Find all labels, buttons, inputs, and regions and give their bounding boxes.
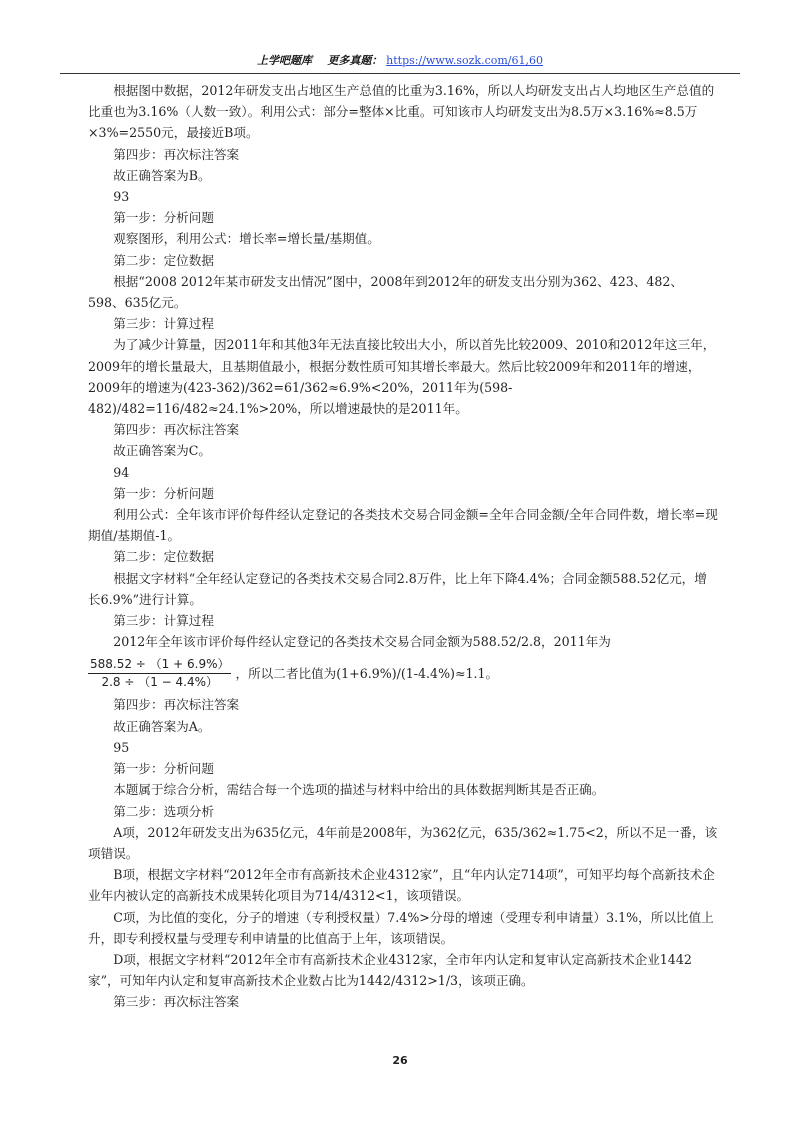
- header-more-label: 更多真题：: [327, 54, 383, 67]
- paragraph: 故正确答案为B。: [113, 167, 211, 183]
- paragraph: 故正确答案为A。: [113, 718, 211, 734]
- question-number: 95: [113, 739, 130, 755]
- paragraph: 第二步：定位数据: [113, 252, 214, 268]
- page-header: [0, 52, 800, 68]
- paragraph: 第一步：分析问题: [113, 485, 214, 501]
- paragraph-block: [88, 80, 718, 652]
- paragraph: 根据“2008 2012年某市研发支出情况”图中，2008年到2012年的研发支出分别为362、423、482、598、635亿元。: [88, 273, 684, 311]
- paragraph: B项，根据文字材料“2012年全市有高新技术企业4312家”，且“年内认定714项”，可知平均每个高新技术企业年内被认定的高新技术成果转化项目为714/4312<1，该项错误。: [88, 867, 715, 904]
- paragraph: 为了减少计算量，因2011年和其他3年无法直接比较出大小，所以首先比较2009、2010和2012年这三年，2009年的增长量最大，且基期值最小，根据分数性质可知其增长率最大。然后比较2009年和2011年的增速，2009年的增速为(423-362)/362=61/362≈6.9%<20%，2011年为(598-482)/482=116/482≈24.1%>20%，所以增速最快的是2011年。: [88, 337, 716, 417]
- document-body: [88, 80, 718, 1013]
- paragraph: C项，为比值的变化，分子的增速（专利授权量）7.4%>分母的增速（受理专利申请量）3.1%，所以比值上升，即专利授权量与受理专利申请量的比值高于上年，该项错误。: [88, 909, 714, 946]
- paragraph: 第三步：再次标注答案: [113, 994, 240, 1010]
- paragraph: 第四步：再次标注答案: [113, 697, 240, 713]
- paragraph: 根据图中数据，2012年研发支出占地区生产总值的比重为3.16%，所以人均研发支出占人均地区生产总值的比重也为3.16%（人数一致）。利用公式：部分=整体×比重。可知该市人均研发支出为8.5万×3.16%≈8.5万×3%=2550元，最接近B项。: [88, 83, 715, 141]
- paragraph: 利用公式：全年该市评价每件经认定登记的各类技术交易合同金额=全年合同金额/全年合同件数，增长率=现期值/基期值-1。: [88, 507, 718, 544]
- formula-line: [88, 652, 718, 694]
- question-number: 93: [113, 189, 130, 205]
- paragraph: 本题属于综合分析，需结合每一个选项的描述与材料中给出的具体数据判断其是否正确。: [113, 782, 605, 798]
- paragraph: 根据文字材料“全年经认定登记的各类技术交易合同2.8万件，比上年下降4.4%；合同金额588.52亿元，增长6.9%”进行计算。: [88, 570, 707, 607]
- paragraph: 第二步：选项分析: [113, 803, 214, 819]
- paragraph-block: [88, 694, 718, 1012]
- paragraph: 第三步：计算过程: [113, 613, 214, 629]
- paragraph: 故正确答案为C。: [113, 443, 211, 459]
- paragraph: 第一步：分析问题: [113, 761, 214, 777]
- question-number: 94: [113, 464, 130, 480]
- formula-suffix: ，所以二者比值为(1+6.9%)/(1-4.4%)≈1.1。: [235, 665, 499, 681]
- header-brand: 上学吧题库: [257, 54, 312, 67]
- header-url-link[interactable]: https://www.sozk.com/61,60: [386, 54, 543, 67]
- paragraph: 第三步：计算过程: [113, 316, 214, 332]
- header-divider: [60, 73, 740, 74]
- paragraph: 第一步：分析问题: [113, 210, 214, 226]
- paragraph: 观察图形，利用公式：增长率=增长量/基期值。: [113, 231, 380, 247]
- paragraph: A项，2012年研发支出为635亿元，4年前是2008年，为362亿元，635/362≈1.75<2，所以不足一番，该项错误。: [88, 824, 718, 861]
- fraction: [88, 657, 231, 690]
- paragraph: D项，根据文字材料“2012年全市有高新技术企业4312家，全市年内认定和复审认定高新技术企业1442家”，可知年内认定和复审高新技术企业数占比为1442/4312>1/3，该项正确。: [88, 951, 692, 989]
- paragraph: 第四步：再次标注答案: [113, 422, 240, 438]
- paragraph: 2012年全年该市评价每件经认定登记的各类技术交易合同金额为588.52/2.8，2011年为: [113, 634, 611, 650]
- fraction-denominator: 2.8 ÷ （1 − 4.4%）: [101, 674, 219, 689]
- fraction-numerator: 588.52 ÷ （1 + 6.9%）: [88, 657, 231, 674]
- paragraph: 第四步：再次标注答案: [113, 146, 240, 162]
- page-number: 26: [392, 1054, 408, 1067]
- paragraph: 第二步：定位数据: [113, 549, 214, 565]
